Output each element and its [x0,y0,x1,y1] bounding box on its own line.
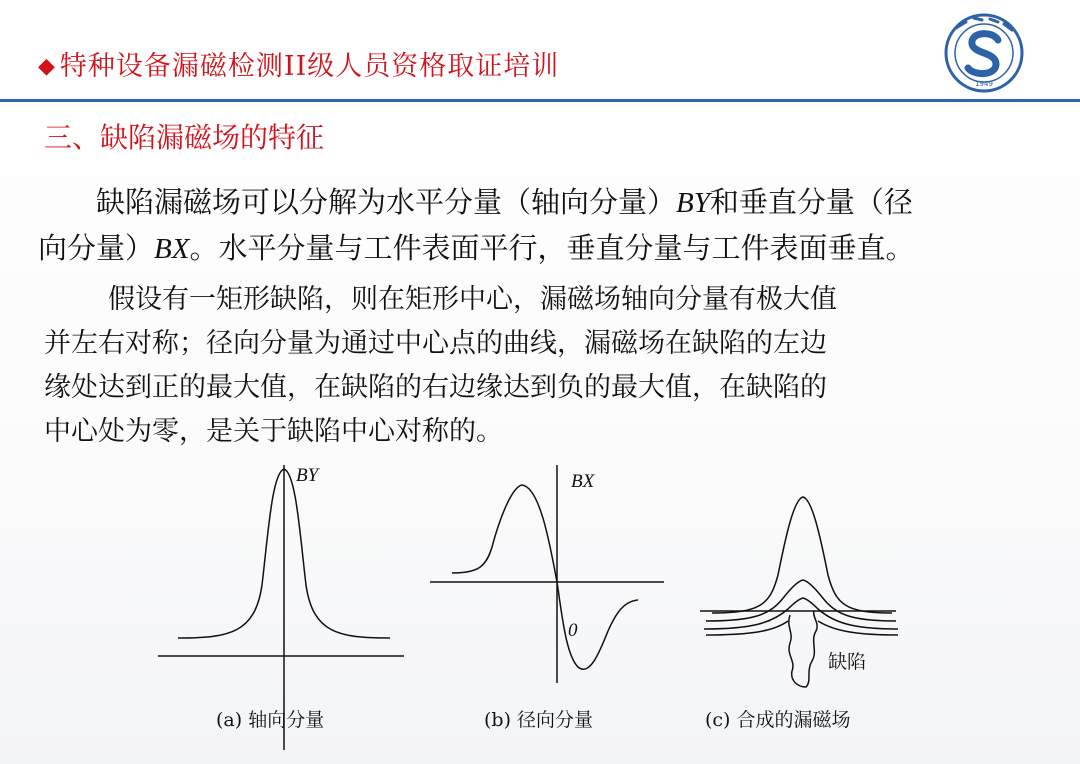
course-title [38,44,559,83]
logo-year: 1949 [975,80,993,88]
paragraph2-line4: 中心处为零，是关于缺陷中心对称的。 [44,416,503,447]
figure-c-field-line-1 [712,497,892,613]
figure-a-axis-label: BY [296,465,319,486]
figure-c-defect-outline [789,611,817,687]
section-title: 三、缺陷漏磁场的特征 [44,121,325,154]
figure-b-caption: (b) 径向分量 [484,709,594,731]
figure-c-field-line-3 [704,598,898,629]
paragraph1-text: 缺陷漏磁场可以分解为水平分量（轴向分量） [96,185,677,219]
paragraph1-line1 [96,180,913,225]
paragraph2-line1: 假设有一矩形缺陷，则在矩形中心，漏磁场轴向分量有极大值 [108,284,837,315]
diamond-bullet-icon: ◆ [38,54,56,79]
figure-b-origin-label: 0 [568,620,578,641]
figure-b-axis-label: BX [571,471,595,492]
figure-c-field-line-2 [706,580,896,621]
paragraph1-text: 向分量） [38,231,155,265]
paragraph2-line2: 并左右对称；径向分量为通过中心点的曲线，漏磁场在缺陷的左边 [44,328,827,359]
figure-a-caption: (a) 轴向分量 [216,709,325,731]
course-title-text: 特种设备漏磁检测II级人员资格取证培训 [59,51,560,82]
paragraph2-line3: 缘处达到正的最大值，在缺陷的右边缘达到负的最大值，在缺陷的 [44,372,827,403]
paragraph1-line2 [38,226,914,271]
by-symbol: BY [676,187,710,219]
paragraph1-text: 和垂直分量（径 [709,185,913,219]
bx-symbol: BX [154,233,190,265]
figure-c-field-line-4-right [818,621,898,635]
figure-b-curve [452,485,638,669]
figure-b-radial [430,465,664,683]
university-logo [934,10,1034,96]
slide-header [0,0,1080,104]
figure-c-caption: (c) 合成的漏磁场 [705,709,851,731]
figure-c-field-line-4-left [706,621,788,635]
header-divider [0,99,1080,102]
figure-c-combined [700,497,898,687]
figure-c-defect-label: 缺陷 [828,651,867,673]
paragraph1-text: 。水平分量与工件表面平行，垂直分量与工件表面垂直。 [189,231,915,265]
